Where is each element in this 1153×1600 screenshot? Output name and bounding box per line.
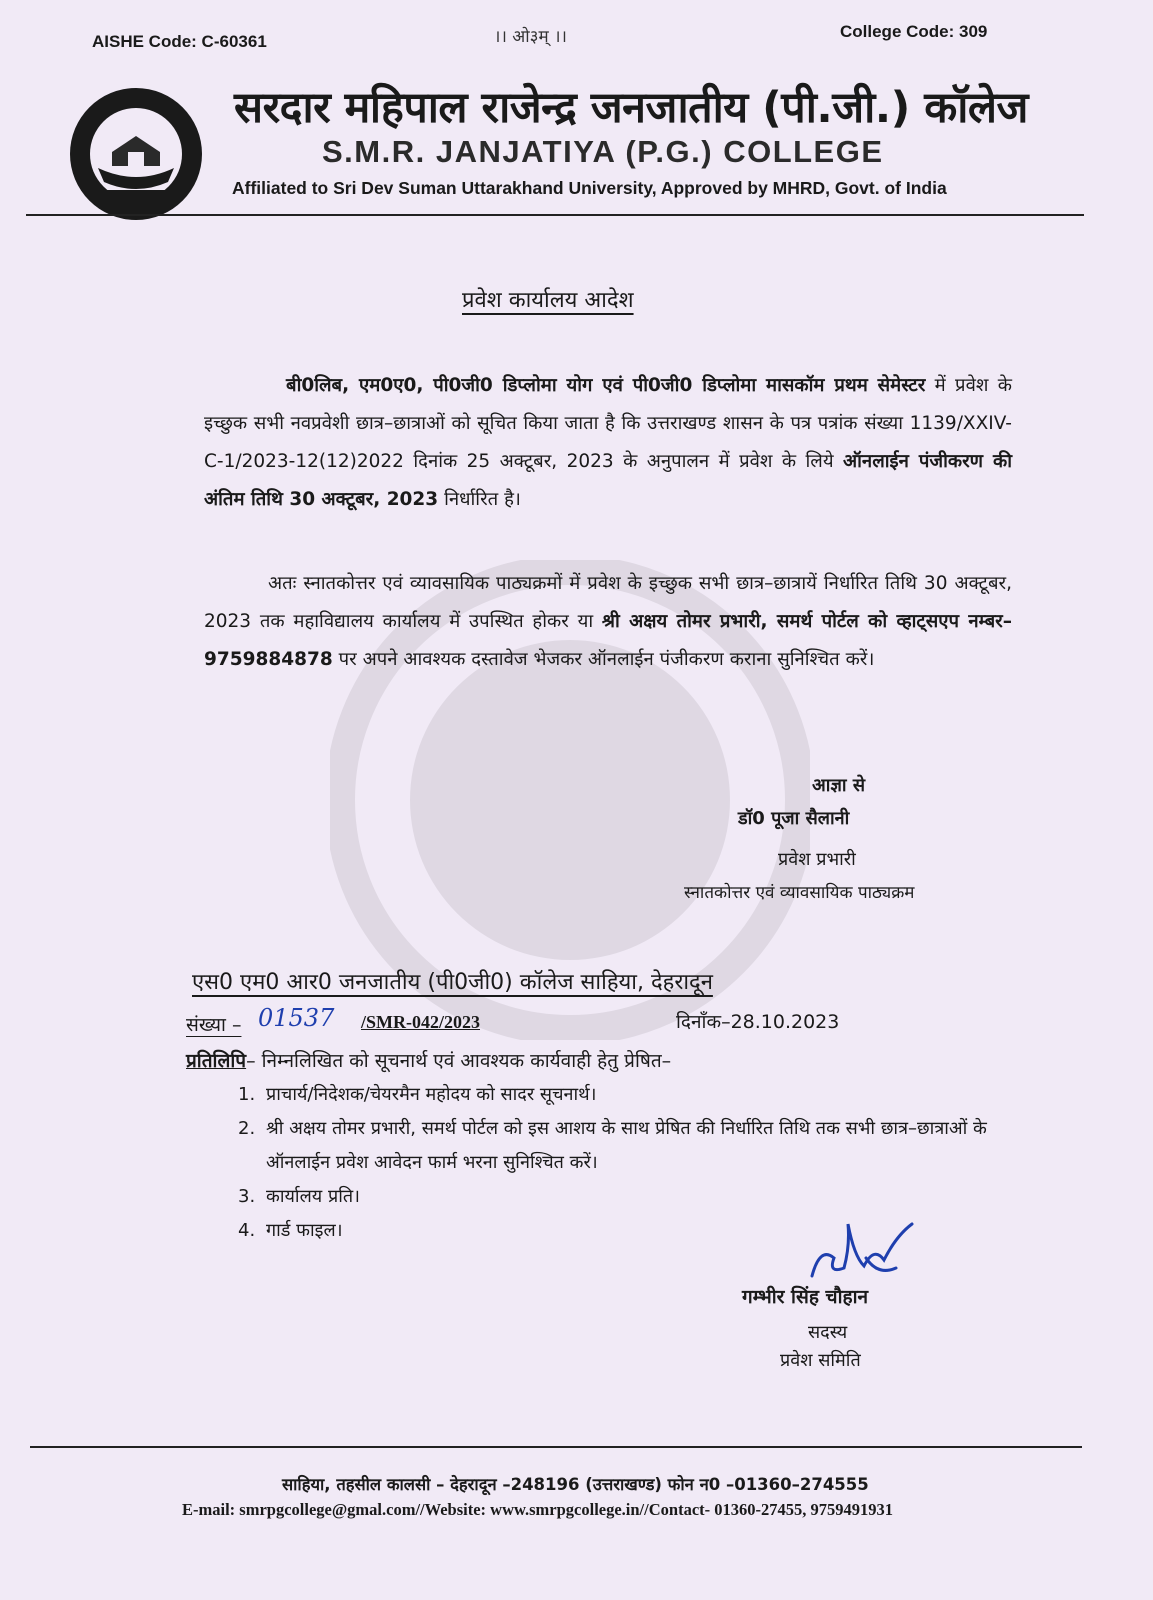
aishe-code: AISHE Code: C-60361: [92, 32, 267, 51]
notice-paragraph-2: [204, 565, 1012, 679]
reference-number-label: संख्या –: [186, 1014, 242, 1036]
footer-divider: [30, 1446, 1082, 1448]
list-number: 4.: [238, 1220, 256, 1241]
signatory-name: डॉ0 पूजा सैलानी: [738, 808, 850, 829]
notice-text: अतः स्नातकोत्तर एवं व्यावसायिक पाठ्यक्रमों में प्रवेश के इच्छुक सभी छात्र–छात्रायें निर्धारित तिथि 30 अक्टूबर, 2023 तक महाविद्यालय कार्यालय में उपस्थित होकर या: [204, 573, 1012, 632]
by-order-label: आज्ञा से: [812, 775, 866, 796]
college-logo: [68, 86, 204, 222]
signatory-department: स्नातकोत्तर एवं व्यावसायिक पाठ्यक्रम: [684, 883, 915, 903]
list-text: प्राचार्य/निदेशक/चेयरमैन महोदय को सादर सूचनार्थ।: [266, 1084, 597, 1105]
list-text: श्री अक्षय तोमर प्रभारी, समर्थ पोर्टल को इस आशय के साथ प्रेषित की निर्धारित तिथि तक सभी छात्र–छात्राओं के ऑनलाईन प्रवेश आवेदन फार्म भरना सुनिश्चित करें।: [266, 1118, 987, 1173]
order-title: प्रवेश कार्यालय आदेश: [462, 288, 634, 313]
college-title-english: S.M.R. JANJATIYA (P.G.) COLLEGE: [322, 134, 884, 169]
footer-address: साहिया, तहसील कालसी – देहरादून –248196 (उत्तराखण्ड) फोन न0 –01360–274555: [282, 1475, 869, 1494]
header-divider: [26, 214, 1084, 216]
footer-contact: E-mail: smrpgcollege@gmal.com//Website: www.smrpgcollege.in//Contact- 01360-27455, 9759491931: [182, 1500, 893, 1519]
affiliation-line: Affiliated to Sri Dev Suman Uttarakhand University, Approved by MHRD, Govt. of India: [232, 178, 947, 198]
issue-date: दिनाँक–28.10.2023: [676, 1011, 840, 1033]
signatory-role: प्रवेश प्रभारी: [778, 849, 856, 870]
list-item: [238, 1112, 1018, 1180]
invocation: ।। ओ३म् ।।: [494, 27, 567, 47]
reference-number-handwritten: 01537: [258, 1004, 335, 1032]
list-text: कार्यालय प्रति।: [266, 1186, 360, 1207]
last-date-text: ऑनलाईन पंजीकरण की अंतिम तिथि 30 अक्टूबर, 2023: [204, 451, 1013, 510]
committee-name: प्रवेश समिति: [780, 1350, 861, 1371]
copy-label: प्रतिलिपि: [186, 1050, 247, 1072]
copy-text: – निम्नलिखित को सूचनार्थ एवं आवश्यक कार्यवाही हेतु प्रेषित–: [246, 1050, 672, 1072]
college-code: College Code: 309: [840, 22, 988, 41]
list-item: [238, 1078, 1018, 1112]
notice-paragraph-1: [204, 367, 1012, 519]
copy-to-line: [186, 1047, 671, 1073]
list-text: गार्ड फाइल।: [266, 1220, 343, 1241]
notice-text-end: निर्धारित है।: [438, 489, 521, 510]
notice-text-end: पर अपने आवश्यक दस्तावेज भेजकर ऑनलाईन पंजीकरण कराना सुनिश्चित करें।: [332, 649, 875, 670]
list-number: 2.: [238, 1118, 256, 1139]
courses-text: बी0लिब, एम0ए0, पी0जी0 डिप्लोमा योग एवं पी0जी0 डिप्लोमा मासकॉम प्रथम सेमेस्टर: [286, 375, 926, 396]
contact-person-text: श्री अक्षय तोमर प्रभारी, समर्थ पोर्टल को व्हाट्सएप नम्बर–9759884878: [204, 611, 1012, 670]
member-role: सदस्य: [808, 1322, 848, 1343]
notice-text: में प्रवेश के इच्छुक सभी नवप्रवेशी छात्र–छात्राओं को सूचित किया जाता है कि उत्तराखण्ड शासन के पत्र पत्रांक संख्या 1139/XXIV-C-1/2023-12(12)2022 दिनांक 25 अक्टूबर, 2023 के अनुपालन में प्रवेश के लिये: [204, 375, 1012, 472]
reference-number: /SMR-042/2023: [361, 1012, 480, 1032]
list-number: 1.: [238, 1084, 256, 1105]
college-title-hindi: सरदार महिपाल राजेन्द्र जनजातीय (पी.जी.) कॉलेज: [234, 83, 1028, 133]
list-number: 3.: [238, 1186, 256, 1207]
member-name: गम्भीर सिंह चौहान: [742, 1286, 869, 1308]
college-reference-line: एस0 एम0 आर0 जनजातीय (पी0जी0) कॉलेज साहिया, देहरादून: [192, 970, 713, 995]
